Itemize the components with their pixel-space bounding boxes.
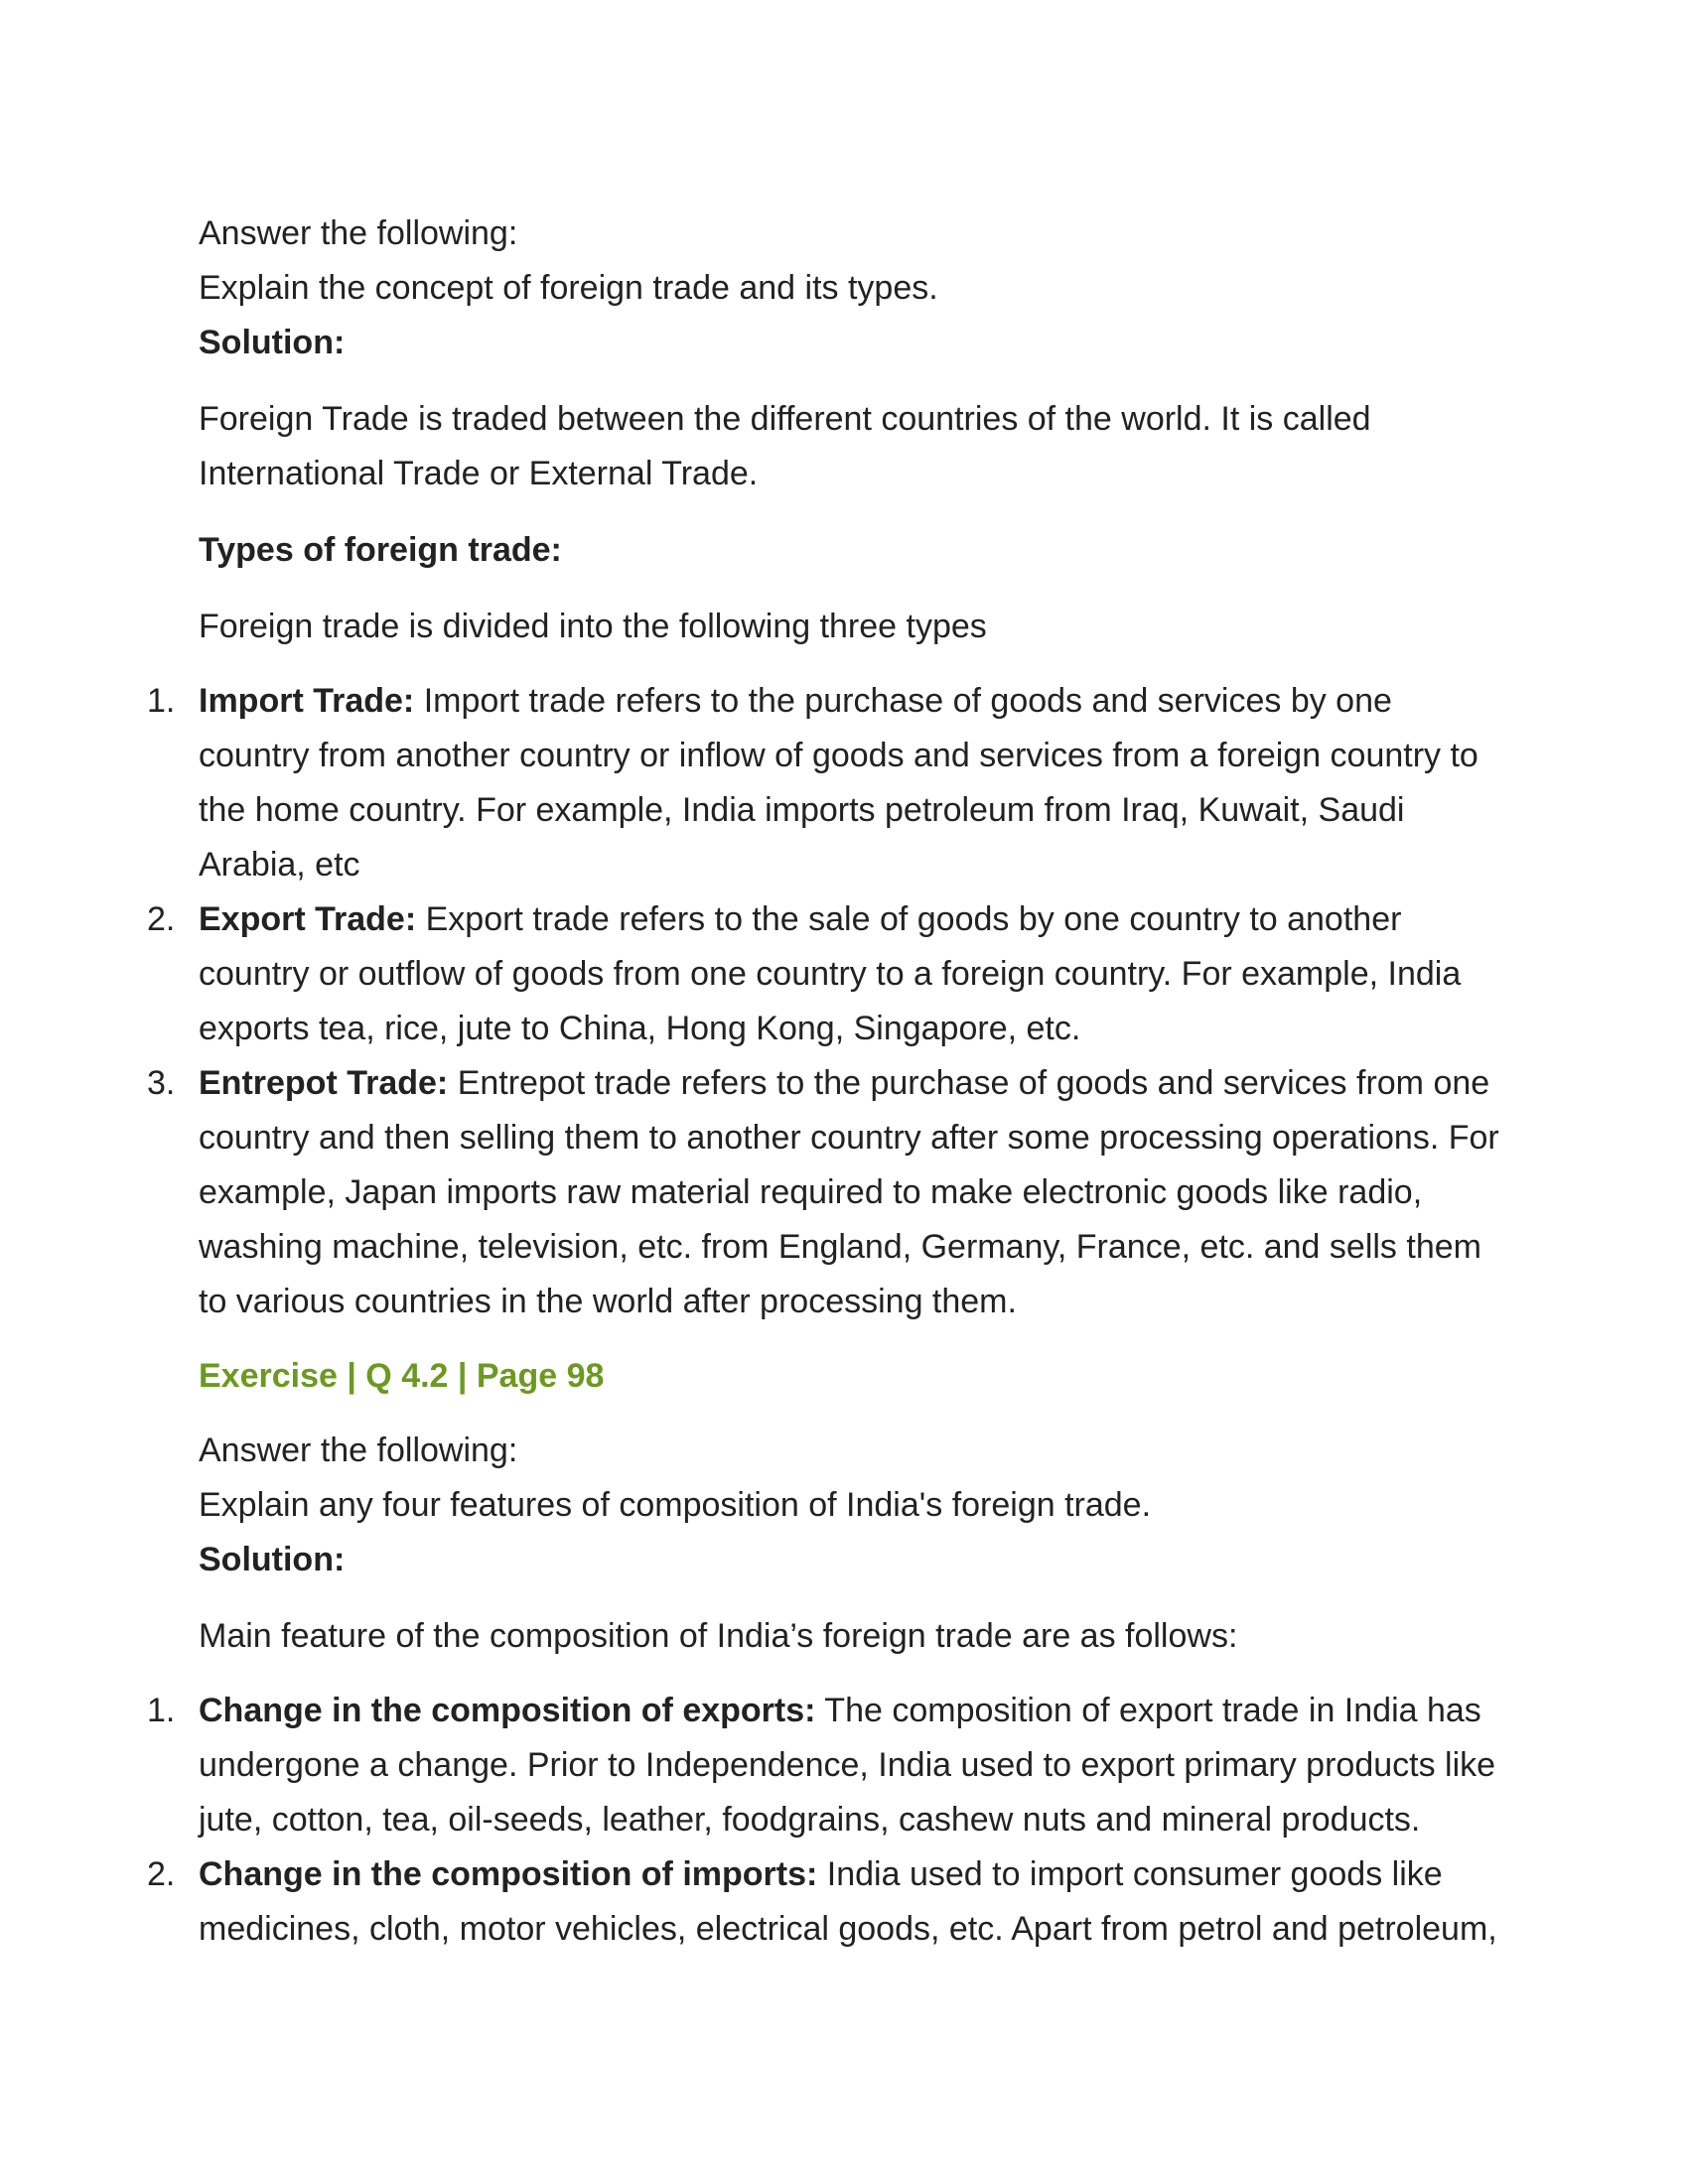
list-number: 3. [147,1064,176,1102]
types-subheading: Types of foreign trade: [199,531,562,569]
list-number: 2. [147,1855,176,1893]
list-term: Import Trade: [199,682,415,720]
list-number: 1. [147,1692,176,1729]
solution-label: Solution: [199,1541,346,1578]
list-text: India used to import consumer goods like medicines, cloth, motor vehicles, electrical goods, etc. Apart from petrol and petroleum, [199,1855,1497,1948]
list-term: Export Trade: [199,900,417,938]
list-item [147,892,1509,1056]
list-number: 1. [147,682,176,720]
list-text: Entrepot trade refers to the purchase of goods and services from one country and then selling them to another country after some processing operations. For example, Japan imports raw material required to make electronic goods like radio, washing machine, television, etc. from England, Germany, France, etc. and sells them to various countries in the world after processing them. [199,1064,1499,1320]
list-text: Import trade refers to the purchase of goods and services by one country from another country or inflow of goods and services from a foreign country to the home country. For example, India imports petroleum from Iraq, Kuwait, Saudi Arabia, etc [199,682,1478,884]
list-text: Export trade refers to the sale of goods by one country to another country or outflow of goods from one country to a foreign country. For example, India exports tea, rice, jute to China, Hong Kong, Singapore, etc. [199,900,1462,1047]
list-term: Entrepot Trade: [199,1064,449,1102]
list-term: Change in the composition of imports: [199,1855,818,1893]
answer-prompt: Answer the following: [199,1432,518,1469]
exercise-heading: Exercise | Q 4.2 | Page 98 [199,1357,605,1395]
list-item [147,1847,1509,1957]
question-text: Explain any four features of composition of India's foreign trade. [199,1486,1152,1524]
list-item [147,674,1509,892]
trade-types-list [147,674,1509,1329]
list-item [147,1684,1509,1847]
question-text: Explain the concept of foreign trade and its types. [199,269,938,307]
list-term: Change in the composition of exports: [199,1692,816,1729]
answer-prompt: Answer the following: [199,214,518,252]
page-content [147,206,1509,1957]
features-intro: Main feature of the composition of India’s foreign trade are as follows: [199,1617,1238,1655]
list-item [147,1056,1509,1329]
types-intro: Foreign trade is divided into the following three types [199,608,987,645]
list-text: The composition of export trade in India has undergone a change. Prior to Independence, India used to export primary products like jute, cotton, tea, oil-seeds, leather, foodgrains, cashew nuts and mineral products. [199,1692,1496,1839]
features-list [147,1684,1509,1957]
solution-label: Solution: [199,324,346,361]
definition-paragraph: Foreign Trade is traded between the different countries of the world. It is called International Trade or External Trade. [199,400,1371,492]
list-number: 2. [147,900,176,938]
